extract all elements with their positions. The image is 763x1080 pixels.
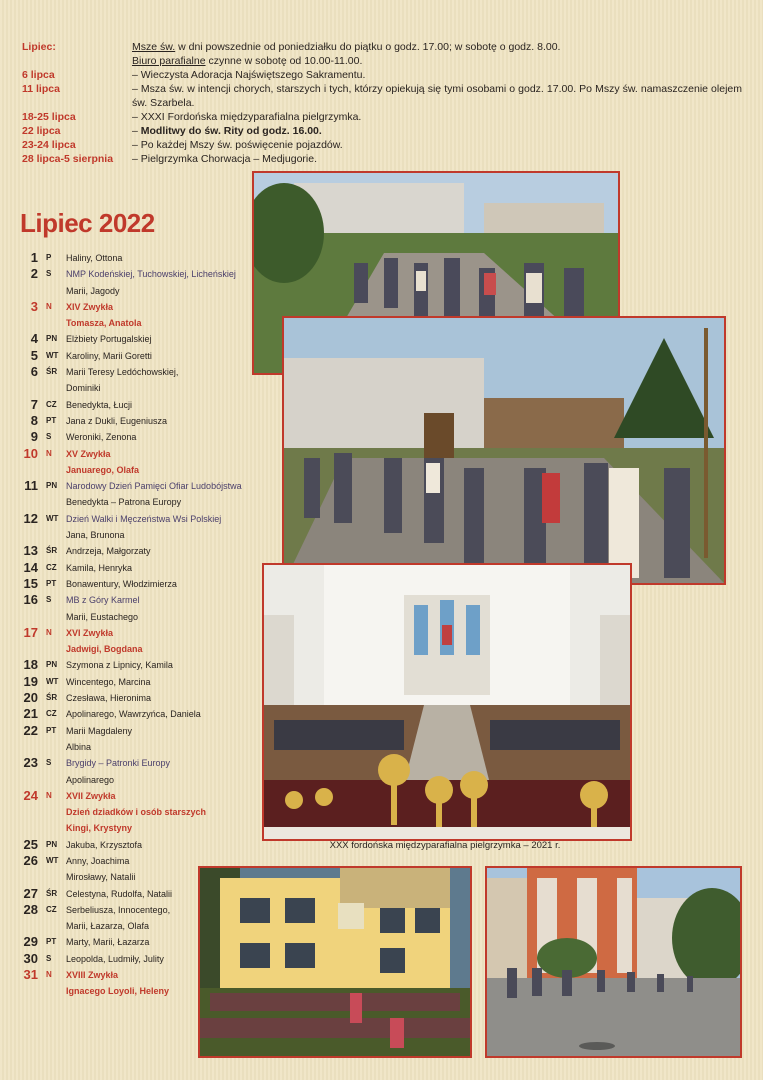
announcement-row [22, 110, 742, 124]
weekday-abbr: WT [46, 350, 59, 360]
day-number: 27 [23, 885, 38, 901]
day-names: Dzień Walki i Męczeństwa Wsi Polskiej [66, 513, 222, 524]
announcement-date: Lipiec: [22, 41, 56, 53]
day-number: 4 [30, 331, 38, 347]
day-number: 23 [23, 755, 38, 771]
day-number: 9 [30, 429, 38, 445]
announcement-text-part: – Pielgrzymka Chorwacja – Medjugorie. [132, 153, 317, 165]
announcement-date: 22 lipca [22, 125, 61, 137]
day-names: Apolinarego [66, 774, 115, 785]
announcement-row [22, 68, 742, 82]
weekday-abbr: N [46, 448, 52, 458]
day-names: Kingi, Krystyny [66, 823, 133, 834]
weekday-abbr: P [46, 253, 52, 262]
weekday-abbr: CZ [46, 399, 57, 409]
calendar-day-19 [20, 674, 260, 690]
weekday-abbr: S [46, 595, 52, 605]
day-number: 16 [23, 592, 38, 608]
announcement-row [22, 82, 742, 110]
day-names: Mirosławy, Natalii [66, 872, 136, 883]
calendar-day-7 [20, 397, 260, 413]
weekday-abbr: WT [46, 513, 59, 523]
day-number: 6 [30, 364, 38, 380]
calendar-day-4 [20, 331, 260, 347]
photo-parish-house [198, 866, 472, 1058]
calendar-day-24-line [20, 804, 260, 820]
calendar-day-22-line [20, 739, 260, 755]
day-number: 8 [30, 412, 38, 428]
announcement-date: 18-25 lipca [22, 111, 76, 123]
calendar-title: Lipiec 2022 [20, 208, 155, 238]
photo-church-interior [262, 563, 632, 841]
day-number: 10 [23, 445, 38, 461]
announcement-text [132, 40, 742, 68]
weekday-abbr: PN [46, 481, 58, 491]
announcement-text [132, 110, 742, 124]
day-names: Albina [66, 741, 92, 752]
calendar-day-21 [20, 706, 260, 722]
day-names: Benedykta – Patrona Europy [66, 497, 182, 508]
weekday-abbr: ŚR [46, 888, 58, 898]
announcement-date: 28 lipca-5 sierpnia [22, 153, 114, 165]
day-number: 17 [23, 624, 38, 640]
day-number: 28 [23, 901, 38, 917]
weekday-abbr: PN [46, 334, 58, 344]
day-names: Dzień dziadków i osób starszych [66, 807, 207, 818]
day-names: Brygidy – Patronki Europy [66, 758, 171, 769]
day-names: Marii Teresy Ledóchowskiej, [66, 367, 179, 378]
calendar-day-3 [20, 299, 260, 315]
day-names: Kamila, Henryka [66, 562, 133, 573]
day-number: 18 [23, 657, 38, 673]
calendar-day-3-line [20, 315, 260, 331]
calendar-day-12-line [20, 527, 260, 543]
calendar-day-16 [20, 592, 260, 608]
day-names: Benedykta, Łucji [66, 399, 133, 410]
day-names: Haliny, Ottona [66, 253, 123, 263]
day-names: Jana z Dukli, Eugeniusza [66, 415, 168, 426]
day-number: 25 [23, 836, 38, 852]
day-names: Ignacego Loyoli, Heleny [66, 986, 170, 997]
day-number: 24 [23, 787, 38, 803]
calendar-day-22 [20, 723, 260, 739]
day-number: 21 [23, 706, 38, 722]
photo-street-procession [485, 866, 742, 1058]
day-names: Elżbiety Portugalskiej [66, 334, 152, 345]
weekday-abbr: PT [46, 578, 57, 588]
announcement-text-part: czynne w sobotę od 10.00-11.00. [205, 55, 363, 67]
day-number: 13 [23, 543, 38, 559]
weekday-abbr: S [46, 758, 52, 768]
announcement-text-part: – Po każdej Mszy św. poświęcenie pojazdów. [132, 139, 343, 151]
day-number: 30 [23, 950, 38, 966]
calendar-day-11 [20, 478, 260, 494]
announcement-text-part: Biuro parafialne [132, 55, 206, 67]
day-number: 5 [30, 347, 38, 363]
calendar-day-6-line [20, 380, 260, 396]
day-names: NMP Kodeńskiej, Tuchowskiej, Licheńskiej [66, 269, 236, 280]
calendar-day-15 [20, 576, 260, 592]
weekday-abbr: N [46, 970, 52, 980]
announcement-date: 23-24 lipca [22, 139, 76, 151]
day-names: MB z Góry Karmel [66, 595, 140, 606]
calendar-day-16-line [20, 609, 260, 625]
announcement-text-part: Msze św. [132, 41, 176, 53]
day-names: Bonawentury, Włodzimierza [66, 578, 177, 589]
day-names: Narodowy Dzień Pamięci Ofiar Ludobójstwa [66, 481, 242, 492]
day-names: Marii, Łazarza, Olafa [66, 921, 150, 932]
day-number: 11 [24, 478, 38, 494]
day-number: 31 [23, 967, 38, 983]
calendar-day-9 [20, 429, 260, 445]
calendar-day-13 [20, 543, 260, 559]
calendar-day-2 [20, 266, 260, 282]
announcement-text [132, 68, 742, 82]
day-names: Weroniki, Zenona [66, 432, 137, 443]
weekday-abbr: ŚR [46, 367, 58, 377]
day-number: 12 [23, 510, 38, 526]
announcement-text-part: Modlitwy do św. Rity od godz. 16.00. [140, 125, 322, 137]
announcement-text-part: – Msza św. w intencji chorych, starszych i tych, którzy opiekują się tymi osobami o godz. 17.00. Po Mszy św. namaszczenie olejem św. Szarbela. [132, 83, 742, 109]
day-names: Czesława, Hieronima [66, 693, 152, 704]
weekday-abbr: PT [46, 725, 57, 735]
calendar-day-17-line [20, 641, 260, 657]
announcement-row [22, 152, 742, 166]
calendar-day-18 [20, 657, 260, 673]
weekday-abbr: ŚR [46, 546, 58, 556]
calendar-day-24 [20, 788, 260, 804]
calendar-day-12 [20, 511, 260, 527]
weekday-abbr: ŚR [46, 693, 58, 703]
day-number: 14 [23, 559, 38, 575]
calendar-day-24-line [20, 820, 260, 836]
day-names: Celestyna, Rudolfa, Natalii [66, 888, 173, 899]
day-names: XVII Zwykła [66, 790, 116, 801]
calendar-day-10-line [20, 462, 260, 478]
announcement-row [22, 40, 742, 68]
calendar-day-6 [20, 364, 260, 380]
calendar-day-11-line [20, 494, 260, 510]
calendar-day-20 [20, 690, 260, 706]
day-names: XV Zwykła [66, 448, 111, 459]
weekday-abbr: CZ [46, 904, 57, 914]
day-number: 3 [30, 298, 38, 314]
announcement-text [132, 124, 742, 138]
day-names: Leopolda, Ludmiły, Julity [66, 953, 164, 964]
day-number: 7 [30, 396, 38, 412]
day-number: 20 [23, 690, 38, 706]
day-names: Karoliny, Marii Goretti [66, 350, 152, 361]
day-names: Marii, Jagody [66, 285, 120, 296]
calendar-day-25 [20, 837, 260, 853]
announcement-text [132, 152, 742, 166]
announcement-text-part: – [132, 125, 141, 137]
day-names: XVI Zwykła [66, 627, 114, 638]
weekday-abbr: PT [46, 937, 57, 947]
day-names: Marii Magdaleny [66, 725, 133, 736]
day-names: Jana, Brunona [66, 530, 125, 541]
day-number: 26 [23, 852, 38, 868]
calendar-day-1 [20, 250, 260, 266]
day-names: Szymona z Lipnicy, Kamila [66, 660, 173, 671]
calendar-day-23 [20, 755, 260, 771]
day-names: Serbeliusza, Innocentego, [66, 904, 171, 915]
announcement-date: 11 lipca [22, 83, 60, 95]
weekday-abbr: S [46, 269, 52, 279]
calendar-day-23-line [20, 772, 260, 788]
day-names: Anny, Joachima [66, 855, 130, 866]
calendar-day-5 [20, 348, 260, 364]
weekday-abbr: WT [46, 855, 59, 865]
day-names: Jakuba, Krzysztofa [66, 839, 143, 850]
day-number: 1 [30, 250, 38, 265]
weekday-abbr: CZ [46, 709, 57, 719]
announcement-text-part: – XXXI Fordońska międzyparafialna pielgrzymka. [132, 111, 362, 123]
day-names: XIV Zwykła [66, 301, 114, 312]
calendar-day-10 [20, 446, 260, 462]
day-number: 29 [23, 934, 38, 950]
weekday-abbr: S [46, 432, 52, 442]
weekday-abbr: N [46, 301, 52, 311]
announcement-row [22, 124, 742, 138]
announcement-text [132, 82, 742, 110]
day-names: Marty, Marii, Łazarza [66, 937, 150, 948]
calendar-day-2-line [20, 283, 260, 299]
day-names: Andrzeja, Małgorzaty [66, 546, 151, 557]
weekday-abbr: PN [46, 660, 58, 670]
day-names: Dominiki [66, 383, 101, 394]
weekday-abbr: PT [46, 415, 57, 425]
photo-caption: XXX fordońska międzyparafialna pielgrzymka – 2021 r. [329, 840, 561, 851]
weekday-abbr: S [46, 953, 52, 963]
announcement-row [22, 138, 742, 152]
weekday-abbr: WT [46, 676, 59, 686]
weekday-abbr: N [46, 627, 52, 637]
calendar-day-8 [20, 413, 260, 429]
announcement-text-part: – Wieczysta Adoracja Najświętszego Sakramentu. [132, 69, 366, 81]
weekday-abbr: CZ [46, 562, 57, 572]
day-names: Tomasza, Anatola [66, 318, 142, 329]
day-names: Jadwigi, Bogdana [66, 644, 143, 655]
announcements [22, 40, 742, 166]
day-number: 22 [23, 722, 38, 738]
day-number: 19 [23, 673, 38, 689]
announcement-text-part: w dni powszednie od poniedziałku do piątku o godz. 17.00; w sobotę o godz. 8.00. [175, 41, 561, 53]
announcement-date: 6 lipca [22, 69, 55, 81]
weekday-abbr: N [46, 790, 52, 800]
day-names: XVIII Zwykła [66, 970, 119, 981]
photo-procession-cross [282, 316, 726, 585]
calendar-day-17 [20, 625, 260, 641]
day-names: Apolinarego, Wawrzyńca, Daniela [66, 709, 201, 720]
weekday-abbr: PN [46, 839, 58, 849]
announcement-text [132, 138, 742, 152]
day-number: 15 [23, 575, 38, 591]
day-names: Marii, Eustachego [66, 611, 139, 622]
calendar-day-14 [20, 560, 260, 576]
day-names: Januarego, Olafa [66, 464, 140, 475]
day-number: 2 [30, 266, 38, 282]
day-names: Wincentego, Marcina [66, 676, 151, 687]
